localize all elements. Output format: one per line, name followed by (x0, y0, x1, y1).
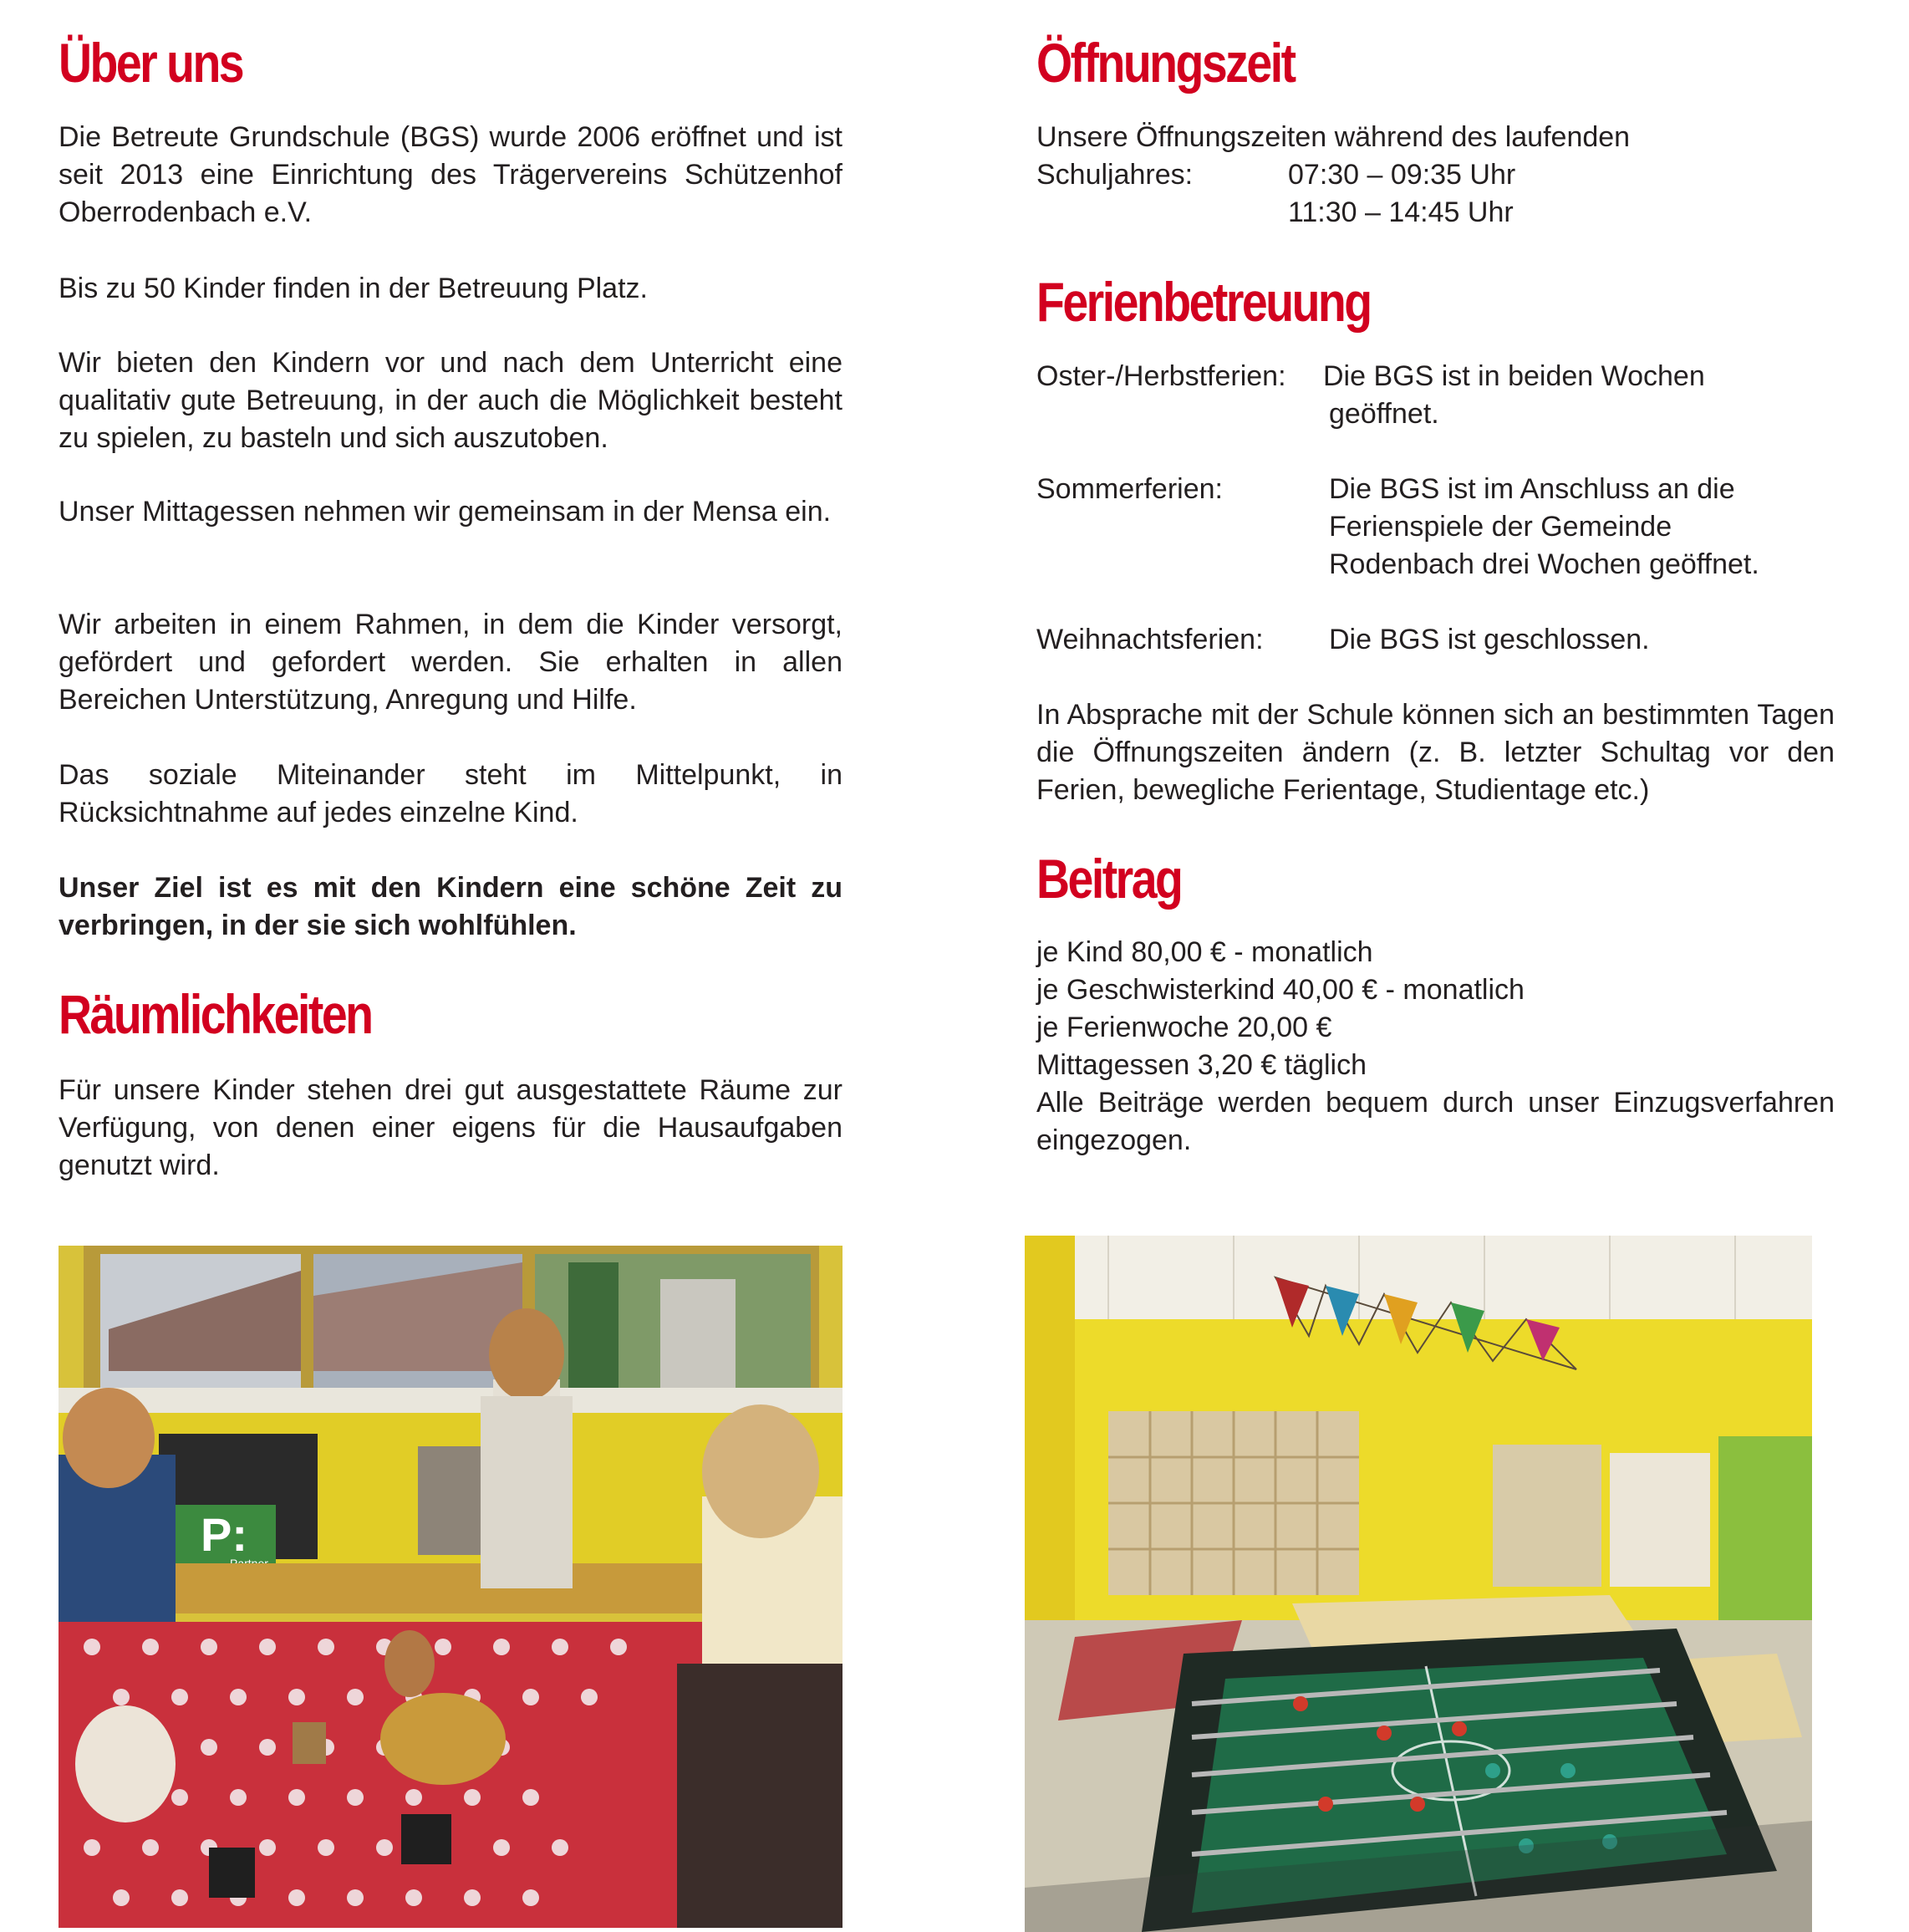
holiday-text: Die BGS ist in beiden Wochen (1323, 360, 1705, 392)
holiday-text: Die BGS ist geschlossen. (1329, 624, 1650, 655)
heading-ferienbetreuung: Ferienbetreuung (1036, 271, 1371, 333)
paragraph-goal: Unser Ziel ist es mit den Kindern eine schöne Zeit zu verbringen, in der sie sich wohlfühlen. (59, 872, 843, 941)
fee-line-direct-debit: Alle Beiträge werden bequem durch unser Einzugsverfahren eingezogen. (1036, 1087, 1835, 1156)
heading-ueber-uns: Über uns (59, 32, 243, 94)
photo-classroom-foosball (1025, 1236, 1812, 1932)
paragraph-social: Das soziale Miteinander steht im Mittelpunkt, in Rücksichtnahme auf jedes einzelne Kind. (59, 759, 843, 828)
fee-line: je Geschwisterkind 40,00 € - monatlich (1036, 974, 1525, 1006)
paragraph-care: Wir bieten den Kindern vor und nach dem Unterricht eine qualitativ gute Betreuung, in der auch die Möglichkeit besteht zu spielen, zu basteln und sich auszutoben. (59, 347, 843, 454)
heading-beitrag: Beitrag (1036, 848, 1182, 910)
holiday-text: Ferienspiele der Gemeinde (1329, 511, 1672, 543)
opening-time-morning: 07:30 – 09:35 Uhr (1288, 159, 1516, 191)
paragraph-capacity: Bis zu 50 Kinder finden in der Betreuung Platz. (59, 273, 648, 304)
holiday-label: Sommerferien: (1036, 473, 1223, 505)
photo-craft-table (59, 1246, 843, 1928)
fee-line: Mittagessen 3,20 € täglich (1036, 1049, 1367, 1081)
fee-line: je Ferienwoche 20,00 € (1036, 1012, 1332, 1043)
paragraph-bgs-founding: Die Betreute Grundschule (BGS) wurde 2006 eröffnet und ist seit 2013 eine Einrichtung des Trägervereins Schützenhof Oberrodenbach e.V. (59, 121, 843, 228)
paragraph-lunch: Unser Mittagessen nehmen wir gemeinsam in der Mensa ein. (59, 496, 832, 528)
holiday-label: Oster-/Herbstferien: (1036, 360, 1286, 392)
craft-scene-illustration (59, 1246, 843, 1928)
classroom-scene-illustration (1025, 1236, 1812, 1932)
opening-time-midday: 11:30 – 14:45 Uhr (1288, 196, 1514, 228)
holiday-text: Rodenbach drei Wochen geöffnet. (1329, 548, 1759, 580)
paragraph-rooms: Für unsere Kinder stehen drei gut ausgestattete Räume zur Verfügung, von denen einer eigens für die Hausaufgaben genutzt wird. (59, 1074, 843, 1181)
heading-raeumlichkeiten: Räumlichkeiten (59, 983, 372, 1045)
sign-letter: P: (201, 1508, 247, 1561)
heading-oeffnungszeit: Öffnungszeit (1036, 32, 1295, 94)
holiday-label: Weihnachtsferien: (1036, 624, 1264, 655)
opening-label: Schuljahres: (1036, 159, 1194, 191)
fee-line: je Kind 80,00 € - monatlich (1036, 936, 1373, 968)
holiday-text: geöffnet. (1329, 398, 1439, 430)
paragraph-framework: Wir arbeiten in einem Rahmen, in dem die Kinder versorgt, gefördert und gefordert werden. Sie erhalten in allen Bereichen Unterstützung, Anregung und Hilfe. (59, 609, 843, 716)
holiday-text: Die BGS ist im Anschluss an die (1329, 473, 1735, 505)
holiday-note: In Absprache mit der Schule können sich an bestimmten Tagen die Öffnungszeiten ändern (z. B. letzter Schultag vor den Ferien, bewegliche Ferientage, Studientage etc.) (1036, 699, 1835, 806)
opening-intro: Unsere Öffnungszeiten während des laufenden (1036, 121, 1631, 153)
